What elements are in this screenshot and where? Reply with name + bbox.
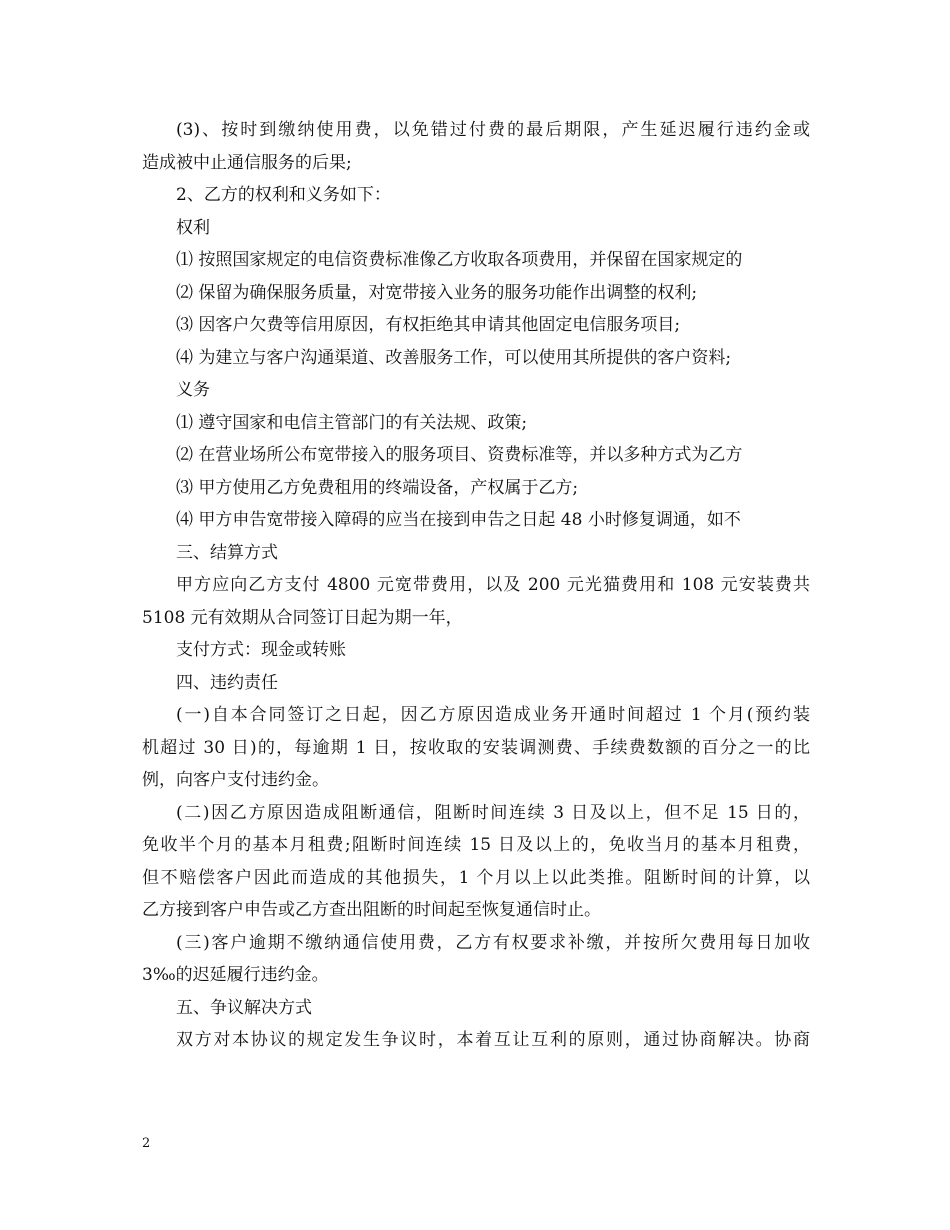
section-heading: 四、违约责任 [176,672,278,693]
subsection-heading: 权利 [176,217,210,238]
list-item: ⑴ 按照国家规定的电信资费标准像乙方收取各项费用，并保留在国家规定的 [176,250,743,270]
text-line: 免收半个月的基本月租费;阻断时间连续 15 日及以上的，免收当月的基本月租费， [142,835,810,855]
list-item: ⑶ 甲方使用乙方免费租用的终端设备，产权属于乙方; [176,477,579,498]
text-line: 但不赔偿客户因此而造成的其他损失，1 个月以上以此类推。阻断时间的计算，以 [142,867,810,888]
document-body [142,114,810,1057]
text-line: 例，向客户支付违约金。 [142,770,329,790]
list-item: ⑷ 为建立与客户沟通渠道、改善服务工作，可以使用其所提供的客户资料; [176,347,732,368]
text-line: (3)、按时到缴纳使用费，以免错过付费的最后期限，产生延迟履行违约金或 [176,120,810,140]
list-item: ⑷ 甲方申告宽带接入障碍的应当在接到申告之日起 48 小时修复调通，如不 [176,510,741,530]
list-item: ⑵ 保留为确保服务质量，对宽带接入业务的服务功能作出调整的权利; [176,282,698,303]
text-line: 乙方接到客户申告或乙方查出阻断的时间起至恢复通信时止。 [142,900,601,920]
list-item: ⑴ 遵守国家和电信主管部门的有关法规、政策; [176,412,528,433]
section-heading: 2、乙方的权利和义务如下： [176,185,391,205]
subsection-heading: 义务 [176,380,210,400]
text-line: (一)自本合同签订之日起，因乙方原因造成业务开通时间超过 1 个月(预约装 [176,705,810,725]
text-line: 5108 元有效期从合同签订日起为期一年， [142,607,463,628]
text-line: (三)客户逾期不缴纳通信使用费，乙方有权要求补缴，并按所欠费用每日加收 [176,932,810,953]
text-line: 3‰的迟延履行违约金。 [142,965,329,985]
section-heading: 三、结算方式 [176,542,278,563]
text-line: 造成被中止通信服务的后果; [142,152,352,173]
text-line: 甲方应向乙方支付 4800 元宽带费用，以及 200 元光猫费用和 108 元安装费共 [176,575,810,595]
text-line: 支付方式：现金或转账 [176,640,346,660]
section-heading: 五、争议解决方式 [176,997,312,1018]
text-line: 机超过 30 日)的，每逾期 1 日，按收取的安装调测费、手续费数额的百分之一的比 [142,737,810,758]
list-item: ⑵ 在营业场所公布宽带接入的服务项目、资费标准等，并以多种方式为乙方 [176,445,743,465]
text-line: 双方对本协议的规定发生争议时，本着互让互利的原则，通过协商解决。协商 [176,1030,810,1050]
page-number: 2 [142,1136,151,1151]
text-line: (二)因乙方原因造成阻断通信，阻断时间连续 3 日及以上，但不足 15 日的， [176,802,810,823]
list-item: ⑶ 因客户欠费等信用原因，有权拒绝其申请其他固定电信服务项目; [176,315,681,335]
